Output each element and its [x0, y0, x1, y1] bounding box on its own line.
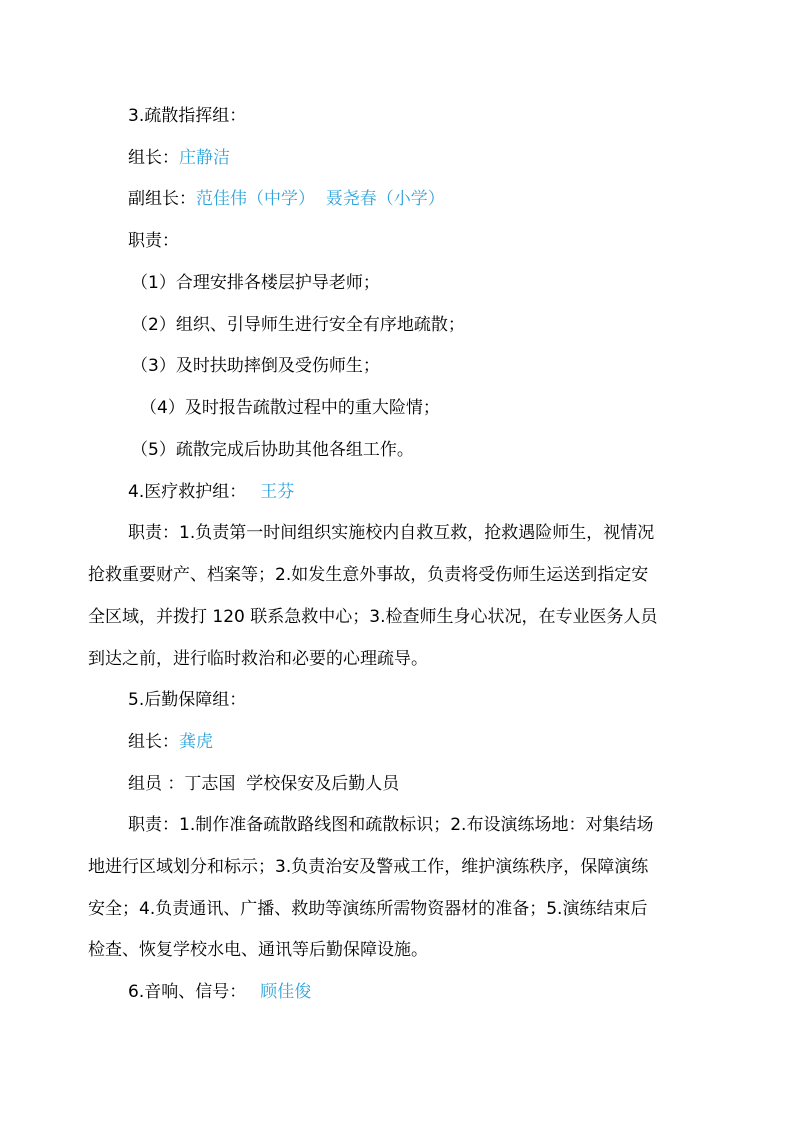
- section4-heading-row: [128, 481, 294, 503]
- section5-leader-row: [128, 731, 213, 753]
- section4-duty-line-1: 职责：1.负责第一时间组织实施校内自救互救，抢救遇险师生，视情况: [128, 523, 655, 543]
- section5-duty-line-2: 地进行区域划分和标示；3.负责治安及警戒工作，维护演练秩序，保障演练: [88, 857, 649, 877]
- section6-leader-name: 顾佳俊: [260, 982, 312, 1002]
- section3-deputy-names: 范佳伟（中学） 聂尧春（小学）: [196, 189, 445, 209]
- section3-item-3: （3）及时扶助摔倒及受伤师生；: [131, 356, 380, 376]
- section3-item-1: （1）合理安排各楼层护导老师；: [131, 273, 380, 293]
- section6-heading-row: [128, 981, 311, 1003]
- section5-heading: 5.后勤保障组：: [128, 690, 247, 710]
- section4-duty-line-2: 抢救重要财产、档案等；2.如发生意外事故，负责将受伤师生运送到指定安: [88, 565, 649, 585]
- section5-duty-line-3: 安全；4.负责通讯、广播、救助等演练所需物资器材的准备；5.演练结束后: [88, 899, 648, 919]
- section3-item-4: （4）及时报告疏散过程中的重大险情；: [140, 398, 440, 418]
- section4-duty-line-4: 到达之前，进行临时救治和必要的心理疏导。: [88, 649, 428, 669]
- section5-leader-label: 组长：: [128, 732, 179, 752]
- section5-leader-name: 龚虎: [179, 732, 213, 752]
- section3-heading: 3.疏散指挥组：: [128, 106, 247, 126]
- section6-heading: 6.音响、信号：: [128, 982, 247, 1002]
- section4-leader-name: 王芬: [260, 482, 295, 502]
- section4-heading: 4.医疗救护组：: [128, 482, 247, 502]
- section3-item-2: （2）组织、引导师生进行安全有序地疏散；: [131, 315, 465, 335]
- section3-leader-row: [128, 147, 230, 169]
- section3-deputy-row: [128, 188, 445, 210]
- section4-duty-line-3: 全区域，并拨打 120 联系急救中心；3.检查师生身心状况，在专业医务人员: [88, 607, 658, 627]
- section5-duty-line-4: 检查、恢复学校水电、通讯等后勤保障设施。: [88, 940, 428, 960]
- section3-item-5: （5）疏散完成后协助其他各组工作。: [131, 440, 414, 460]
- section5-members: 组员 ：丁志国 学校保安及后勤人员: [128, 774, 400, 794]
- section5-duty-line-1: 职责：1.制作准备疏散路线图和疏散标识；2.布设演练场地：对集结场: [128, 815, 654, 835]
- section3-deputy-label: 副组长：: [128, 189, 196, 209]
- section3-duty-label: 职责：: [128, 231, 179, 251]
- section3-leader-name: 庄静洁: [179, 148, 230, 168]
- section3-leader-label: 组长：: [128, 148, 179, 168]
